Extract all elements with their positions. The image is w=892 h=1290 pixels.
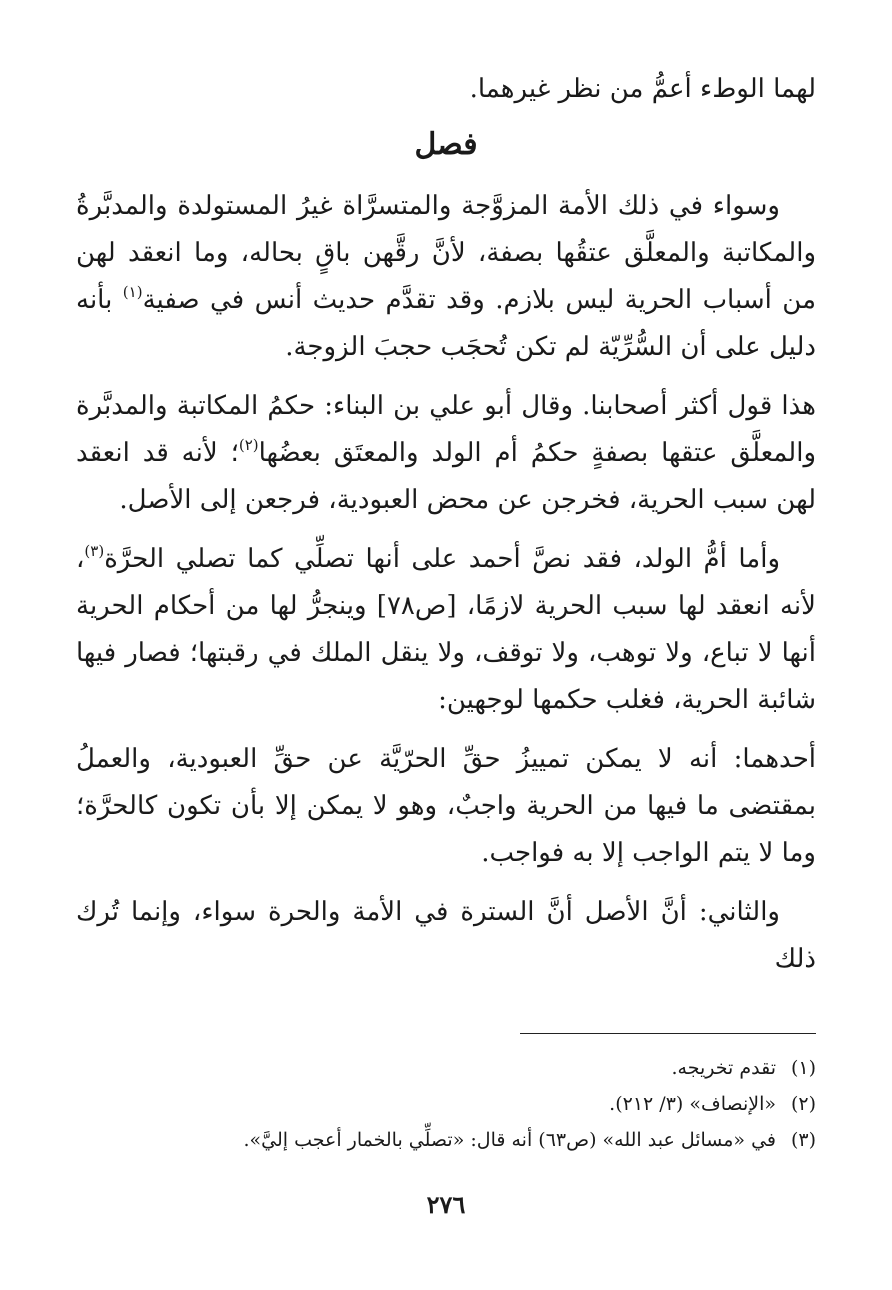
- footnote-number: (٢): [790, 1093, 816, 1115]
- paragraph-text: أحدهما: أنه لا يمكن تمييزُ حقِّ الحرّيَّة عن حقِّ العبودية، والعملُ بمقتضى ما فيها من الحرية واجبٌ، وهو لا يمكن إلا بأن تكون كالحرَّة؛ وما لا يتم الواجب إلا به فواجب.: [76, 744, 816, 868]
- paragraph-text: هذا قول أكثر أصحابنا. وقال أبو علي بن البناء: حكمُ المكاتبة والمدبَّرة والمعلَّق عتقها بصفةٍ حكمُ أم الولد والمعتَق بعضُها: [76, 391, 816, 468]
- paragraph-5: [76, 889, 816, 983]
- footnote-separator: [520, 1033, 816, 1034]
- footnote-1: [76, 1050, 816, 1086]
- paragraph-text: ؛ لأنه قد انعقد لهن سبب الحرية، فخرجن عن محض العبودية، فرجعن إلى الأصل.: [76, 438, 816, 515]
- footnote-text: تقدم تخريجه.: [671, 1057, 776, 1079]
- paragraph-3: [76, 536, 816, 724]
- paragraph-text: والثاني: أنَّ الأصل أنَّ السترة في الأمة والحرة سواء، وإنما تُرك ذلك: [76, 897, 816, 974]
- page-body: [76, 66, 816, 995]
- paragraph-text: بأنه دليل على أن السُّرِّيّة لم تكن تُحجَب حجبَ الزوجة.: [76, 285, 816, 362]
- paragraph-4: [76, 736, 816, 877]
- paragraph-1: [76, 183, 816, 371]
- paragraph-text: وسواء في ذلك الأمة المزوَّجة والمتسرَّاة غيرُ المستولدة والمدبَّرةُ والمكاتبة والمعلَّق عتقُها بصفة، لأنَّ رقَّهن باقٍ بحاله، وما انعقد لهن من أسباب الحرية ليس بلازم. وقد تقدَّم حديث أنس في صفية: [76, 191, 816, 315]
- footnote-text: «الإنصاف» (٣/ ٢١٢).: [609, 1093, 776, 1115]
- footnote-number: (١): [790, 1057, 816, 1079]
- paragraph-text: وأما أمُّ الولد، فقد نصَّ أحمد على أنها تصلِّي كما تصلي الحرَّة: [104, 544, 780, 574]
- footnote-marker-3[interactable]: (٣): [84, 542, 105, 560]
- paragraph-2: [76, 383, 816, 524]
- footnote-2: [76, 1086, 816, 1122]
- footnote-text: في «مسائل عبد الله» (ص٦٣) أنه قال: «تصلِّي بالخمار أعجب إليَّ».: [243, 1129, 776, 1151]
- paragraph-text: ، لأنه انعقد لها سبب الحرية لازمًا، [ص٧٨] وينجرُّ لها من أحكام الحرية أنها لا تباع، ولا توهب، ولا توقف، ولا ينقل الملك في رقبتها؛ فصار فيها شائبة الحرية، فغلب حكمها لوجهين:: [76, 544, 817, 715]
- footnote-3: [76, 1122, 816, 1158]
- footnotes-list: [76, 1050, 816, 1158]
- section-title: فصل: [414, 127, 478, 162]
- footnote-number: (٣): [790, 1129, 816, 1151]
- opening-line: لهما الوطء أعمُّ من نظر غيرهما.: [469, 74, 816, 104]
- page-number: ٢٧٦: [426, 1190, 466, 1219]
- footnote-marker-2[interactable]: (٢): [238, 436, 259, 454]
- footnote-marker-1[interactable]: (١): [122, 283, 143, 301]
